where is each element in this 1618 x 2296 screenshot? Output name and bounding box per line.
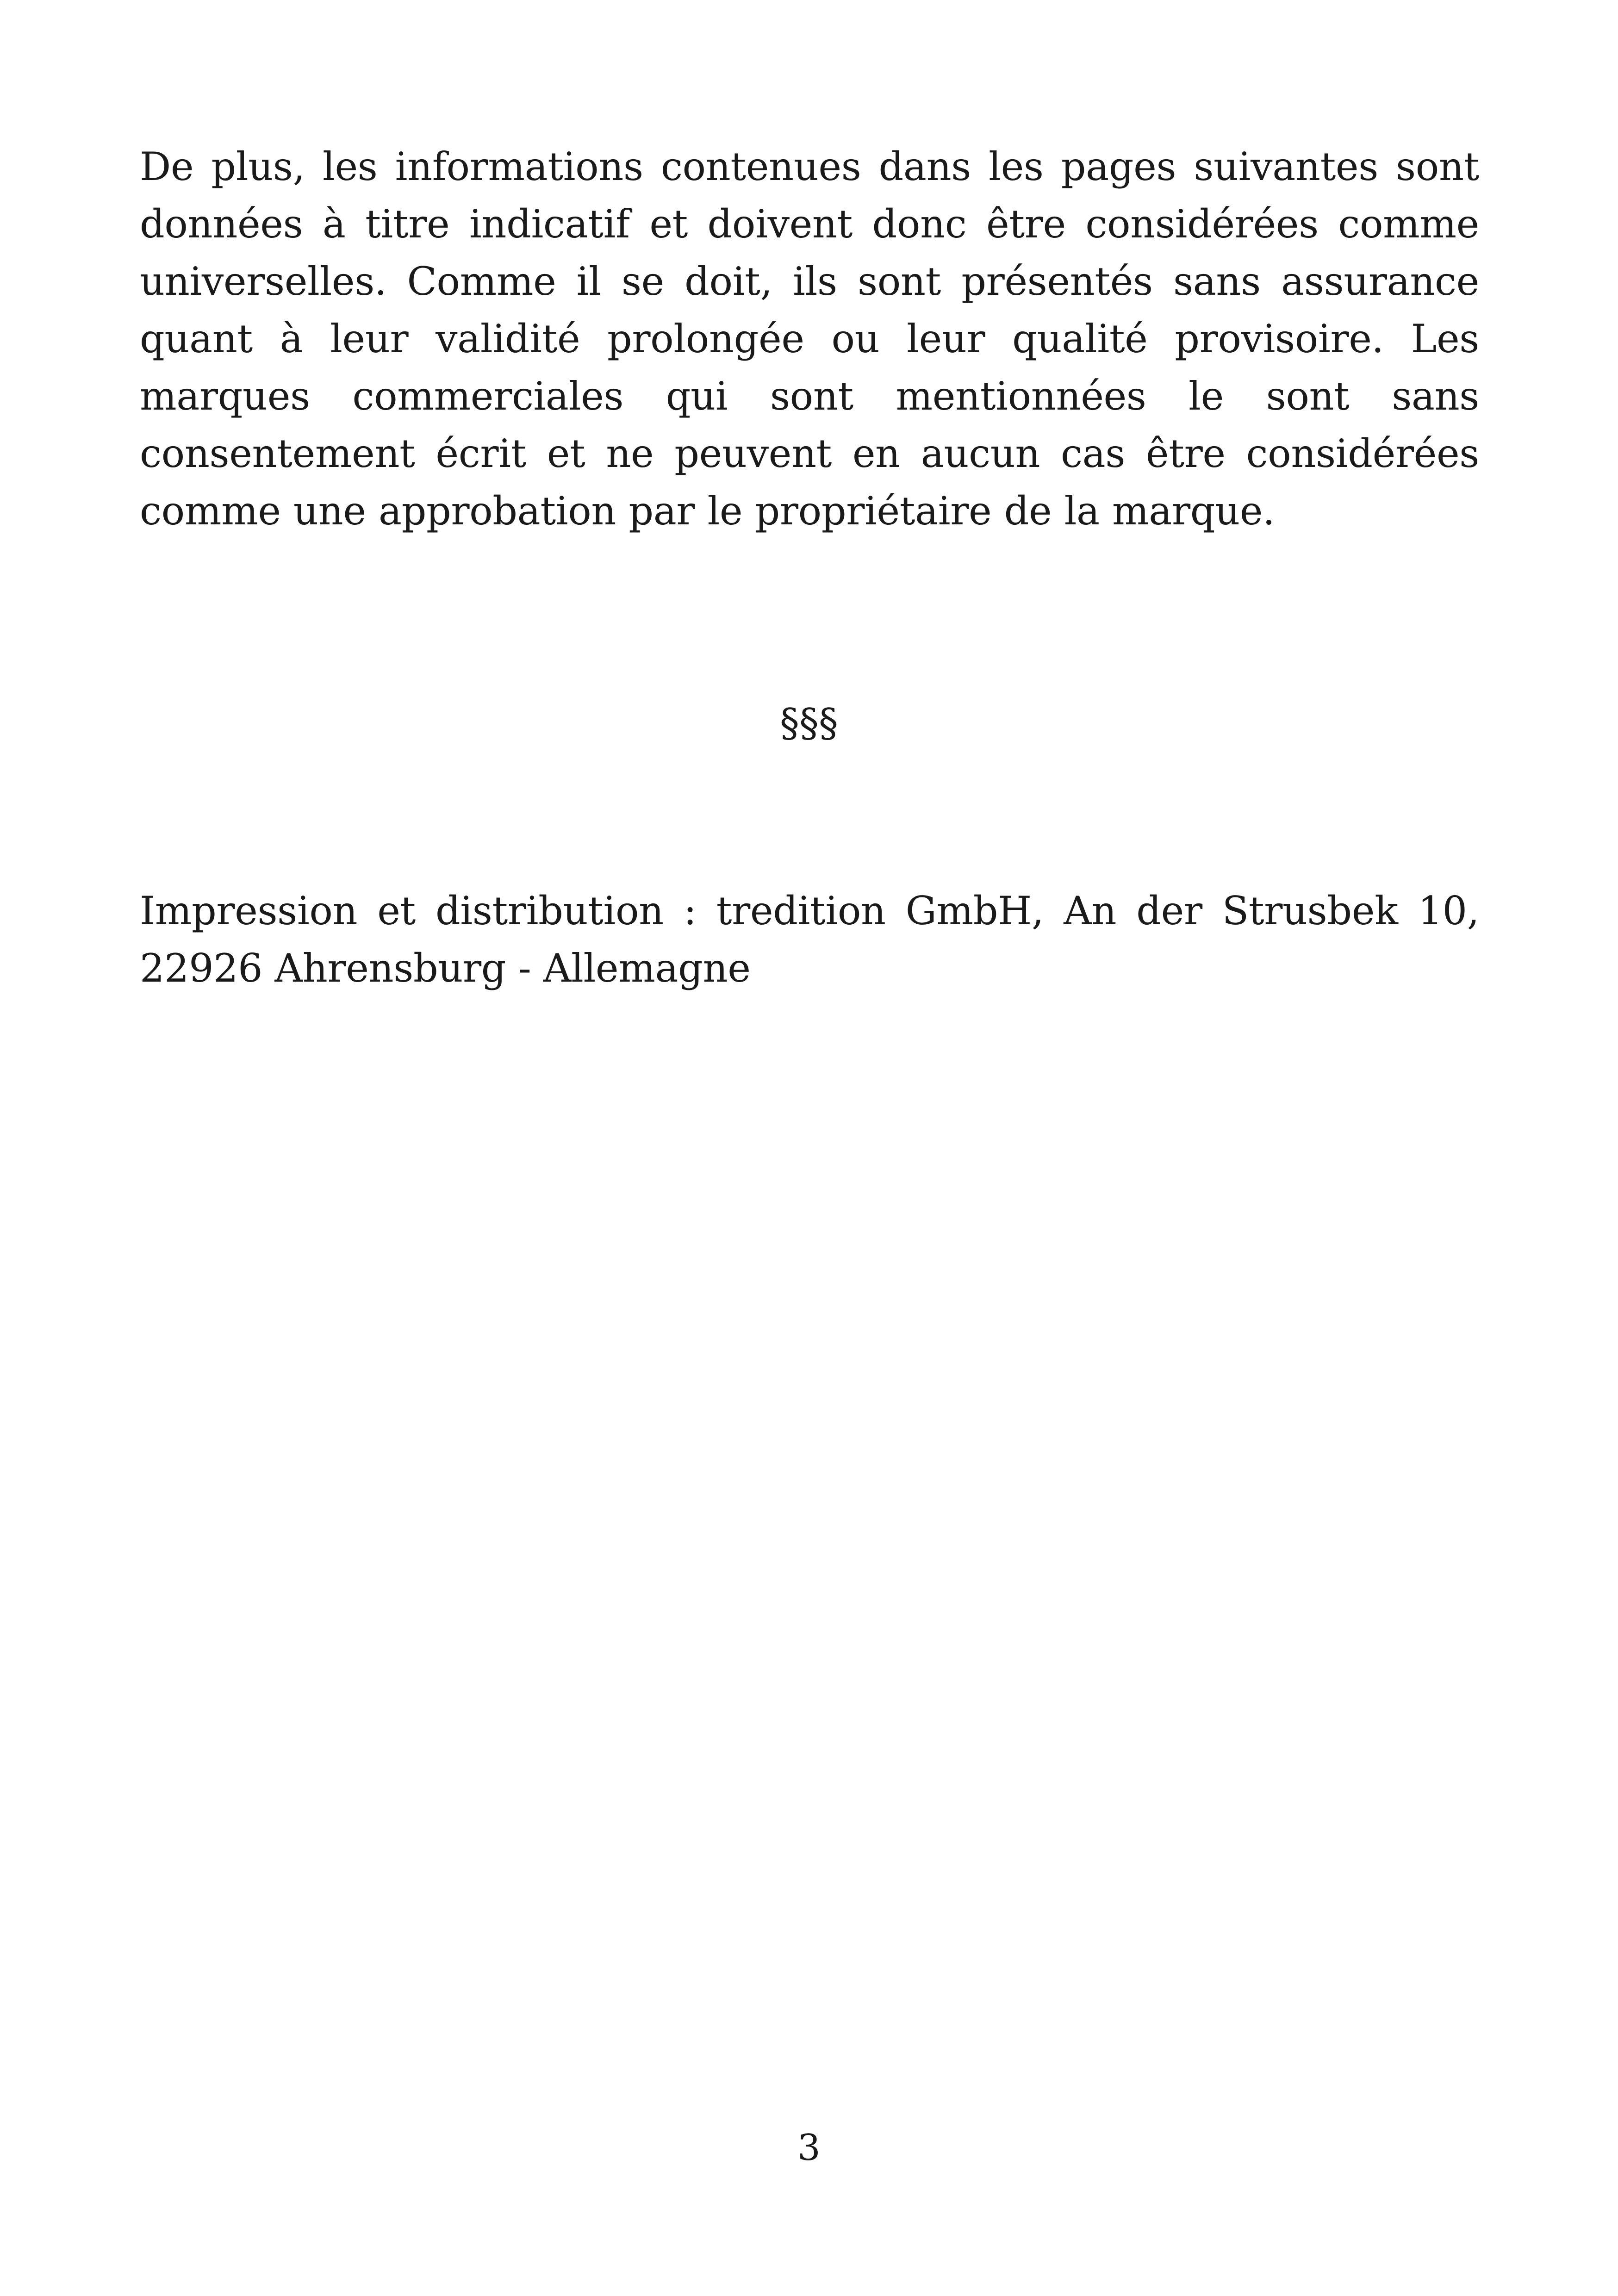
section-separator: §§§	[780, 700, 838, 746]
imprint-paragraph: Impression et distribution : tredition GmbH, An der Strusbek 10, 22926 Ahrensburg - Allemagne	[140, 888, 1479, 991]
page-number: 3	[797, 2127, 821, 2169]
disclaimer-paragraph: De plus, les informations contenues dans les pages suivantes sont données à titre indicatif et doivent donc être considérées comme universelles. Comme il se doit, ils sont présentés sans assurance quant à leur validité prolongée ou leur qualité provisoire. Les marques commerciales qui sont mentionnées le sont sans consentement écrit et ne peuvent en aucun cas être considérées comme une approbation par le propriétaire de la marque.	[140, 144, 1479, 534]
